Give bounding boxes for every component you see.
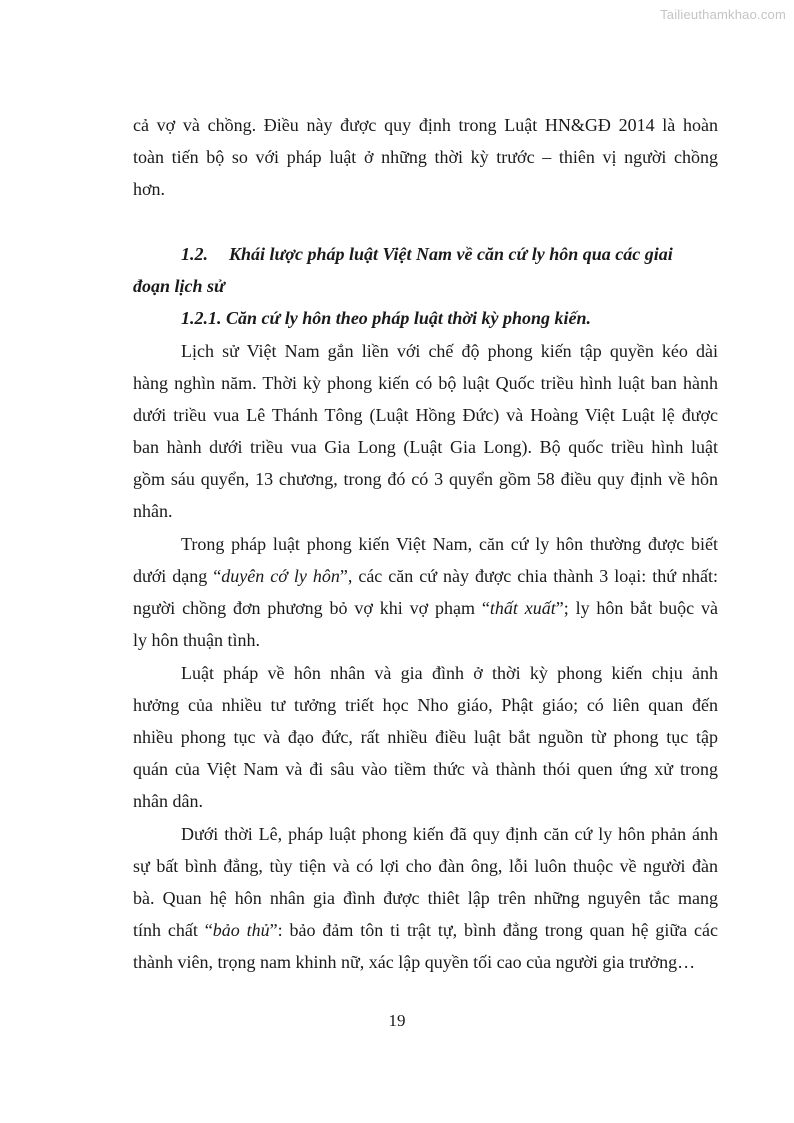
paragraph-line	[133, 564, 718, 588]
paragraph-line: Lịch sử Việt Nam gắn liền với chế độ phong kiến tập quyền kéo dài	[181, 341, 718, 361]
watermark: Tailieuthamkhao.com	[660, 7, 786, 22]
section-heading-line: đoạn lịch sử	[133, 276, 225, 296]
paragraph-line: Dưới thời Lê, pháp luật phong kiến đã quy định căn cứ ly hôn phản ánh	[181, 824, 718, 844]
paragraph-line: hơn.	[133, 179, 166, 199]
text-run: dưới dạng “	[133, 566, 222, 586]
italic-term: bảo thủ	[212, 920, 270, 940]
paragraph-line: gồm sáu quyển, 13 chương, trong đó có 3 quyển gồm 58 điều quy định về hôn	[133, 469, 718, 489]
paragraph-line: sự bất bình đẳng, tùy tiện và có lợi cho đàn ông, lỗi luôn thuộc về người đàn	[133, 856, 718, 876]
text-run: ”: bảo đảm tôn ti trật tự, bình đẳng trong quan hệ giữa các	[269, 920, 718, 940]
paragraph-line: toàn tiến bộ so với pháp luật ở những thời kỳ trước – thiên vị người chồng	[133, 147, 718, 167]
text-run: người chồng đơn phương bỏ vợ khi vợ phạm “	[133, 598, 490, 618]
paragraph-line: ly hôn thuận tình.	[133, 630, 260, 650]
paragraph-line: hưởng của nhiều tư tưởng triết học Nho giáo, Phật giáo; có liên quan đến	[133, 695, 718, 715]
paragraph-line: dưới triều vua Lê Thánh Tông (Luật Hồng Đức) và Hoàng Việt Luật lệ được	[133, 405, 718, 425]
paragraph-line: nhân.	[133, 501, 173, 521]
paragraph-line: cả vợ và chồng. Điều này được quy định trong Luật HN&GĐ 2014 là hoàn	[133, 115, 718, 135]
paragraph-line: Luật pháp về hôn nhân và gia đình ở thời kỳ phong kiến chịu ảnh	[181, 663, 718, 683]
section-heading-1-2	[181, 242, 718, 266]
page-number: 19	[388, 1011, 406, 1030]
paragraph-line: Trong pháp luật phong kiến Việt Nam, căn cứ ly hôn thường được biết	[181, 534, 718, 554]
italic-term: duyên cớ ly hôn	[221, 566, 340, 586]
text-run: tính chất “	[133, 920, 213, 940]
paragraph-line: nhân dân.	[133, 791, 203, 811]
subsection-heading-1-2-1: 1.2.1. Căn cứ ly hôn theo pháp luật thời kỳ phong kiến.	[181, 308, 592, 328]
italic-term: thất xuất	[489, 598, 556, 618]
section-title: Khái lược pháp luật Việt Nam về căn cứ ly hôn qua các giai	[229, 244, 673, 264]
paragraph-line: bà. Quan hệ hôn nhân gia đình được thiêt lập trên những nguyên tắc mang	[133, 888, 718, 908]
paragraph-line	[133, 596, 718, 620]
paragraph-line	[133, 918, 718, 942]
paragraph-line: thành viên, trọng nam khinh nữ, xác lập quyền tối cao của người gia trưởng…	[133, 952, 696, 972]
text-run: ”; ly hôn bắt buộc và	[555, 598, 718, 618]
paragraph-line: quán của Việt Nam và đi sâu vào tiềm thức và thành thói quen ứng xử trong	[133, 759, 718, 779]
section-number: 1.2.	[181, 244, 208, 264]
text-run: ”, các căn cứ này được chia thành 3 loại: thứ nhất:	[339, 566, 718, 586]
paragraph-line: hàng nghìn năm. Thời kỳ phong kiến có bộ luật Quốc triều hình luật ban hành	[133, 373, 718, 393]
paragraph-line: nhiều phong tục và đạo đức, rất nhiều điều luật bắt nguồn từ phong tục tập	[133, 727, 718, 747]
paragraph-line: ban hành dưới triều vua Gia Long (Luật Gia Long). Bộ quốc triều hình luật	[133, 437, 718, 457]
